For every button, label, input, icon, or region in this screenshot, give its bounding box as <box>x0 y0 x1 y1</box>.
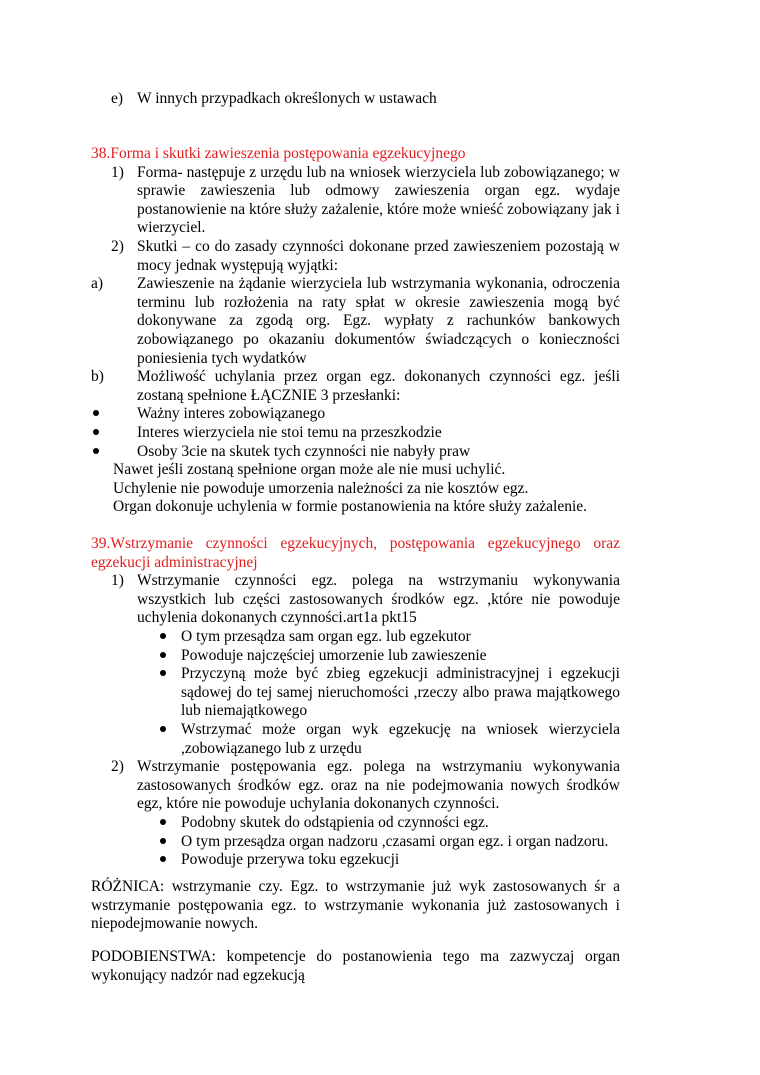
bullet-icon <box>93 443 99 462</box>
bullet-item <box>91 665 620 721</box>
list-item <box>91 572 620 628</box>
bullet-text: Przyczyną może być zbieg egzekucji administracyjnej i egzekucji sądowej do tej samej nieruchomości ,rzeczy albo prawa majątkowego lub niemajątkowego <box>181 665 620 720</box>
bullet-icon <box>160 851 166 870</box>
list-marker: e) <box>111 90 124 107</box>
list-item-text: Możliwość uchylania przez organ egz. dokonanych czynności egz. jeśli zostaną spełnione ŁĄCZNIE 3 przesłanki: <box>137 368 620 404</box>
bullet-item <box>91 443 620 462</box>
list-marker: b) <box>91 368 104 386</box>
list-item-e <box>91 90 620 109</box>
bullet-item <box>91 833 620 852</box>
list-item-text: W innych przypadkach określonych w ustawach <box>137 90 437 107</box>
list-item-text: Wstrzymanie czynności egz. polega na wstrzymaniu wykonywania wszystkich lub części zastosowanych środków egz. ,które nie powoduje uchylenia dokonanych czynności.art1a pkt15 <box>137 572 620 627</box>
section-39-heading: 39.Wstrzymanie czynności egzekucyjnych, postępowania egzekucyjnego oraz egzekucji administracyjnej <box>91 535 620 571</box>
bullet-text: Podobny skutek do odstąpienia od czynności egz. <box>181 813 489 831</box>
note-line: Uchylenie nie powoduje umorzenia należności za nie kosztów egz. <box>113 479 529 497</box>
bullet-icon <box>160 814 166 833</box>
bullet-item <box>91 628 620 647</box>
list-item <box>91 238 620 275</box>
bullet-icon <box>160 665 166 684</box>
bullet-text: Interes wierzyciela nie stoi temu na przeszkodzie <box>137 423 442 441</box>
bullet-icon <box>160 833 166 852</box>
list-item-text: Skutki – co do zasady czynności dokonane przed zawieszeniem pozostają w mocy jednak występują wyjątki: <box>137 237 620 274</box>
list-marker: a) <box>91 275 104 293</box>
list-marker: 2) <box>111 237 124 255</box>
bullet-icon <box>160 628 166 647</box>
section-39 <box>91 535 620 870</box>
bullet-icon <box>93 405 99 424</box>
bullet-item <box>91 405 620 424</box>
list-item <box>91 164 620 238</box>
bullet-text: Wstrzymać może organ wyk egzekucję na wniosek wierzyciela ,zobowiązanego lub z urzędu <box>181 720 620 757</box>
bullet-item <box>91 721 620 758</box>
list-item-text: Zawieszenie na żądanie wierzyciela lub wstrzymania wykonania, odroczenia terminu lub rozłożenia na raty spłat w okresie zawieszenia mogą być dokonywane za zgodą org. Egz. wypłaty z rachunków bankowych zobowiązanego po okazaniu dokumentów świadczących o konieczności poniesienia tych wydatków <box>137 275 620 367</box>
note-line: Organ dokonuje uchylenia w formie postanowienia na które służy zażalenie. <box>113 498 588 516</box>
list-marker: 1) <box>111 572 124 590</box>
section-38-heading: 38.Forma i skutki zawieszenia postępowania egzekucyjnego <box>91 145 466 162</box>
list-marker: 2) <box>111 758 124 776</box>
section-38 <box>91 145 620 517</box>
list-item <box>91 275 620 368</box>
bullet-item <box>91 424 620 443</box>
list-item <box>91 368 620 405</box>
bullet-icon <box>160 721 166 740</box>
bullet-text: Osoby 3cie na skutek tych czynności nie nabyły praw <box>137 442 471 460</box>
bullet-item <box>91 647 620 666</box>
bullet-text: O tym przesądza sam organ egz. lub egzekutor <box>181 627 471 645</box>
list-item-text: Forma- następuje z urzędu lub na wniosek wierzyciela lub zobowiązanego; w sprawie zawieszenia lub odmowy zawieszenia organ egz. wydaje postanowienie na które służy zażalenie, które może wnieść zobowiązany jak i wierzyciel. <box>137 163 620 237</box>
list-item <box>91 758 620 814</box>
bullet-icon <box>93 424 99 443</box>
podobienstwa-paragraph: PODOBIENSTWA: kompetencje do postanowienia tego ma zazwyczaj organ wykonujący nadzór nad egzekucją <box>91 948 620 984</box>
bullet-icon <box>160 647 166 666</box>
bullet-item <box>91 814 620 833</box>
bullet-text: Powoduje przerywa toku egzekucji <box>181 851 400 869</box>
roznica-paragraph: RÓŻNICA: wstrzymanie czy. Egz. to wstrzymanie już wyk zastosowanych śr a wstrzymanie postępowania egz. to wstrzymanie wykonania już zastosowanych i niepodejmowanie nowych. <box>91 878 620 933</box>
list-marker: 1) <box>111 163 124 181</box>
bullet-text: Powoduje najczęściej umorzenie lub zawieszenie <box>181 646 487 664</box>
bullet-text: Ważny interes zobowiązanego <box>137 405 326 423</box>
note-line: Nawet jeśli zostaną spełnione organ może ale nie musi uchylić. <box>113 461 506 479</box>
list-item-text: Wstrzymanie postępowania egz. polega na wstrzymaniu wykonywania zastosowanych środków egz. oraz na nie podejmowania nowych środków egz, które nie powoduje uchylania dokonanych czynności. <box>137 758 620 813</box>
bullet-item <box>91 851 620 870</box>
bullet-text: O tym przesądza organ nadzoru ,czasami organ egz. i organ nadzoru. <box>181 832 609 850</box>
